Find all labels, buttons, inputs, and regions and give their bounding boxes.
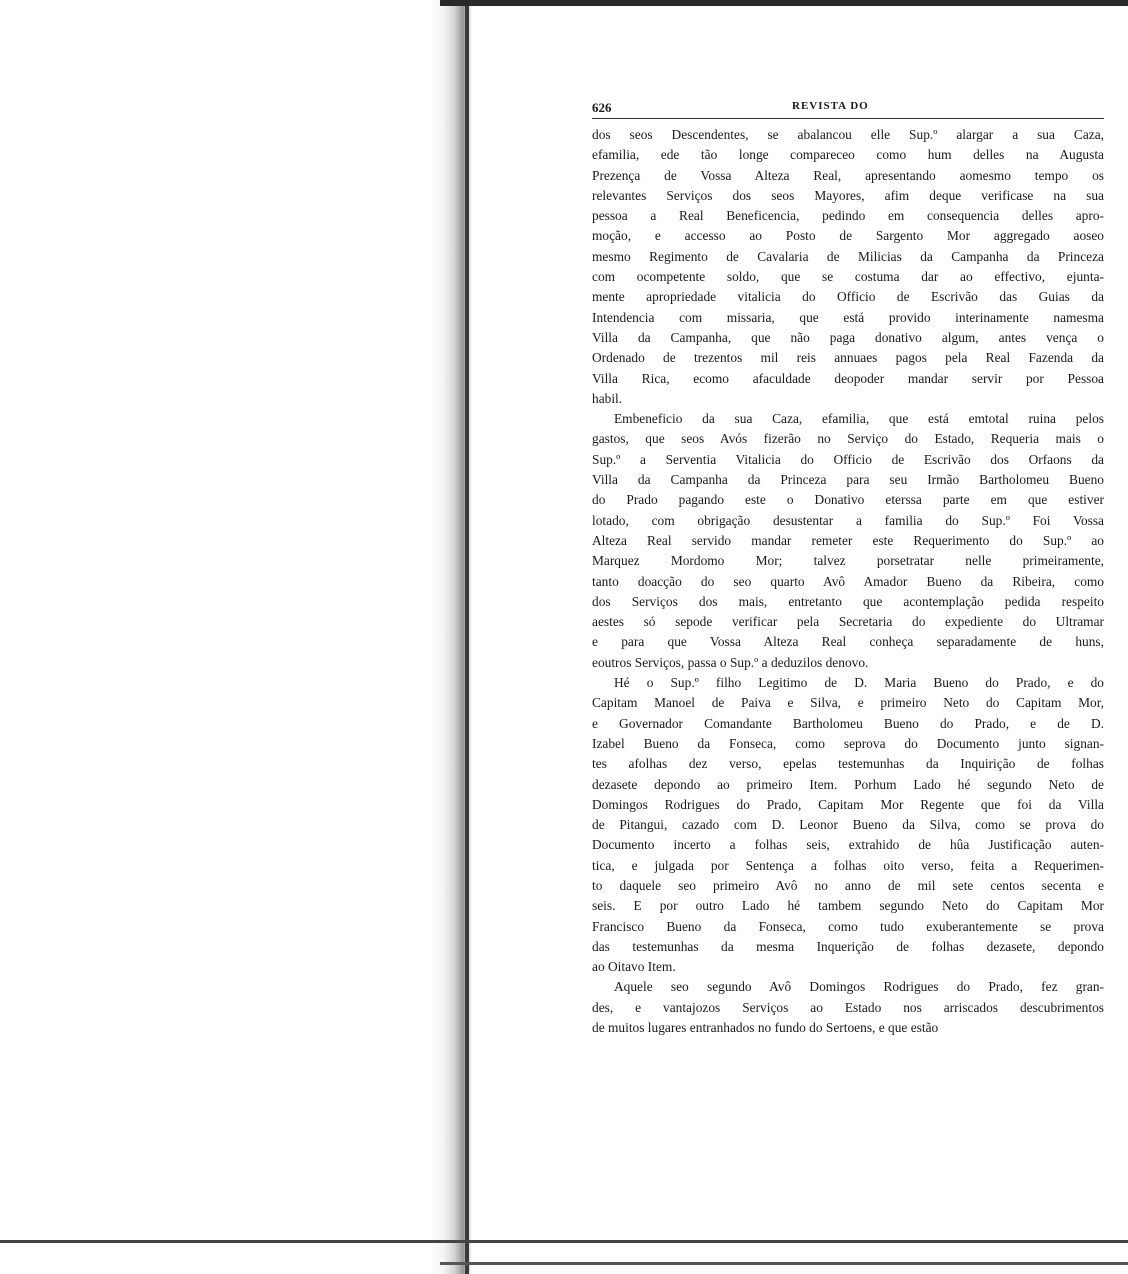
text-line: moção, e accesso ao Posto de Sargento Mor aggregado aoseo: [592, 228, 1104, 244]
header-rule: [592, 118, 1104, 119]
text-line: e para que Vossa Alteza Real conheça separadamente de huns,: [592, 634, 1104, 650]
body-text: [592, 125, 1104, 1038]
running-head: [592, 96, 1104, 118]
page-bottom-edge: [0, 1240, 1128, 1243]
text-line: relevantes Serviços dos seos Mayores, afim deque verificase na sua: [592, 187, 1104, 203]
text-line: lotado, com obrigação desustentar a familia do Sup.º Foi Vossa: [592, 512, 1104, 528]
text-line: tica, e julgada por Sentença a folhas oito verso, feita a Requerimen-: [592, 857, 1104, 873]
text-line: mesmo Regimento de Cavalaria de Milicias da Campanha da Princeza: [592, 248, 1104, 264]
paragraph: [592, 125, 1104, 409]
text-line: Capitam Manoel de Paiva e Silva, e primeiro Neto do Capitam Mor,: [592, 695, 1104, 711]
text-line: Domingos Rodrigues do Prado, Capitam Mor Regente que foi da Villa: [592, 796, 1104, 812]
text-line: aestes só sepode verificar pela Secretaria do expediente do Ultramar: [592, 614, 1104, 630]
book-binding-line: [465, 0, 469, 1274]
text-line: Sup.º a Serventia Vitalicia do Officio de Escrivão dos Orfaons da: [592, 451, 1104, 467]
text-line: Prezença de Vossa Alteza Real, apresentando aomesmo tempo os: [592, 167, 1104, 183]
text-line: Ordenado de trezentos mil reis annuaes pagos pela Real Fazenda da: [592, 350, 1104, 366]
page-top-edge: [440, 0, 1128, 6]
text-line: do Prado pagando este o Donativo eterssa parte em que estiver: [592, 492, 1104, 508]
text-line: Intendencia com missaria, que está provido interinamente namesma: [592, 309, 1104, 325]
text-line: de Pitangui, cazado com D. Leonor Bueno da Silva, como se prova do: [592, 817, 1104, 833]
left-blank-page: [0, 0, 480, 1274]
text-line: Villa Rica, ecomo afaculdade deopoder mandar servir por Pessoa: [592, 370, 1104, 386]
text-line: das testemunhas da mesma Inquerição de folhas dezasete, depondo: [592, 938, 1104, 954]
text-line: Embeneficio da sua Caza, efamilia, que está emtotal ruina pelos: [614, 411, 1104, 427]
text-line: gastos, que seos Avós fizerão no Serviço do Estado, Requeria mais o: [592, 431, 1104, 447]
text-line: Documento incerto a folhas seis, extrahido de hûa Justificação auten-: [592, 837, 1104, 853]
text-line: pessoa a Real Beneficencia, pedindo em consequencia delles apro-: [592, 208, 1104, 224]
text-line: ao Oitavo Item.: [592, 959, 676, 975]
paragraph: [592, 673, 1104, 977]
text-line: Izabel Bueno da Fonseca, como seprova do Documento junto signan-: [592, 735, 1104, 751]
text-line: Francisco Bueno da Fonseca, como tudo exuberantemente se prova: [592, 918, 1104, 934]
text-line: com ocompetente soldo, que se costuma dar ao effectivo, ejunta-: [592, 269, 1104, 285]
paragraph: [592, 977, 1104, 1038]
text-line: tanto doacção do seo quarto Avô Amador Bueno da Ribeira, como: [592, 573, 1104, 589]
text-line: Aquele seo segundo Avô Domingos Rodrigues do Prado, fez gran-: [614, 979, 1104, 995]
page-bottom-edge-inner: [440, 1262, 1128, 1265]
text-line: mente apropriedade vitalicia do Officio de Escrivão das Guias da: [592, 289, 1104, 305]
text-line: eoutros Serviços, passa o Sup.º a deduzilos denovo.: [592, 654, 869, 670]
text-line: des, e vantajozos Serviços ao Estado nos arriscados descubrimentos: [592, 999, 1104, 1015]
text-line: tes afolhas dez verso, epelas testemunhas da Inquirição de folhas: [592, 756, 1104, 772]
text-line: efamilia, ede tão longe compareceo como hum delles na Augusta: [592, 147, 1104, 163]
text-line: dos seos Descendentes, se abalancou elle Sup.º alargar a sua Caza,: [592, 127, 1104, 142]
text-line: Villa da Campanha da Princeza para seu Irmão Bartholomeu Bueno: [592, 472, 1104, 488]
text-line: e Governador Comandante Bartholomeu Bueno do Prado, e de D.: [592, 715, 1104, 731]
text-line: Villa da Campanha, que não paga donativo algum, antes vença o: [592, 329, 1104, 345]
text-line: dos Serviços dos mais, entretanto que acontemplação pedida respeito: [592, 593, 1104, 609]
text-line: Hé o Sup.º filho Legitimo de D. Maria Bueno do Prado, e do: [614, 675, 1104, 691]
book-page: [592, 96, 1104, 1038]
text-line: de muitos lugares entranhados no fundo do Sertoens, e que estão: [592, 1020, 939, 1036]
paragraph: [592, 409, 1104, 673]
page-number: 626: [592, 100, 612, 115]
text-line: habil.: [592, 390, 623, 406]
text-line: seis. E por outro Lado hé tambem segundo Neto do Capitam Mor: [592, 898, 1104, 914]
text-line: dezasete depondo ao primeiro Item. Porhum Lado hé segundo Neto de: [592, 776, 1104, 792]
text-line: to daquele seo primeiro Avô no anno de mil sete centos secenta e: [592, 877, 1104, 893]
text-line: Alteza Real servido mandar remeter este Requerimento do Sup.º ao: [592, 532, 1104, 548]
text-line: Marquez Mordomo Mor; talvez porsetratar nelle primeiramente,: [592, 553, 1104, 569]
running-title: REVISTA DO: [792, 100, 869, 112]
